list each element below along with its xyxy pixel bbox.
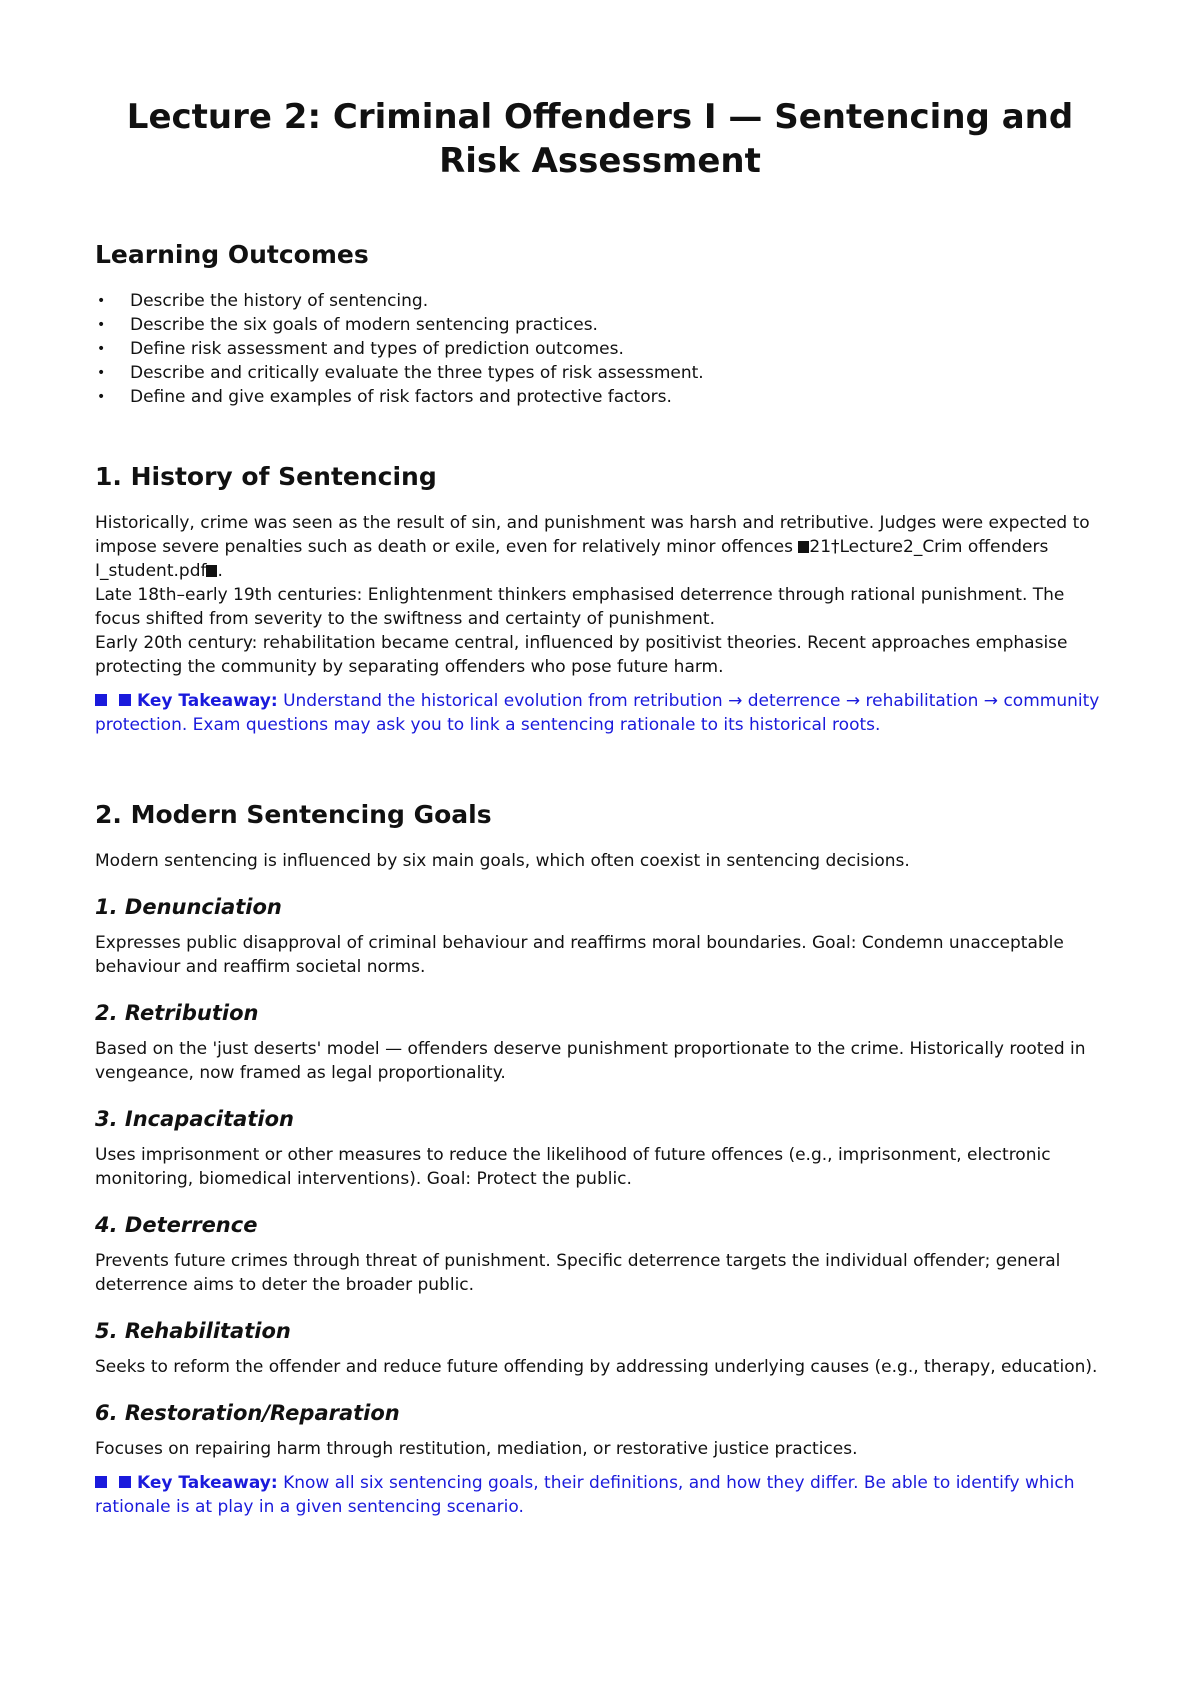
takeaway-text: Understand the historical evolution from retribution → deterrence → rehabilitation → community protection. Exam questions may ask you to link a sentencing rationale to its historical roots. (95, 691, 1100, 735)
goal-title: 1. Denunciation (95, 895, 282, 919)
goal-text: Focuses on repairing harm through restitution, mediation, or restorative justice practices. (95, 1439, 858, 1459)
goal-text: Expresses public disapproval of criminal behaviour and reaffirms moral boundaries. Goal: Condemn unacceptable behaviour and reaffirm societal norms. (95, 933, 1064, 977)
goal-text: Uses imprisonment or other measures to reduce the likelihood of future offences (e.g., imprisonment, electronic monitoring, biomedical interventions). Goal: Protect the public. (95, 1145, 1051, 1189)
goal-title: 3. Incapacitation (95, 1107, 294, 1131)
list-item: • Describe and critically evaluate the three types of risk assessment. (97, 363, 704, 383)
square-icon (119, 1476, 131, 1488)
square-icon (119, 694, 131, 706)
history-paragraph-2: Late 18th–early 19th centuries: Enlightenment thinkers emphasised deterrence through rational punishment. The focus shifted from severity to the swiftness and certainty of punishment. (95, 585, 1065, 629)
goal-text: Seeks to reform the offender and reduce future offending by addressing underlying causes (e.g., therapy, education). (95, 1357, 1098, 1377)
goal-item (95, 1317, 1105, 1379)
square-icon (95, 1476, 107, 1488)
takeaway-text: Know all six sentencing goals, their definitions, and how they differ. Be able to identify which rationale is at play in a given sentencing scenario. (95, 1473, 1075, 1517)
key-takeaway-goals (95, 1471, 1105, 1519)
bullet-icon: • (97, 341, 106, 357)
takeaway-label: Key Takeaway: (137, 691, 278, 711)
missing-glyph-icon (798, 541, 809, 553)
goal-item (95, 1105, 1105, 1191)
square-icon (95, 694, 107, 706)
goal-text: Prevents future crimes through threat of punishment. Specific deterrence targets the individual offender; general deterrence aims to deter the broader public. (95, 1251, 1061, 1295)
list-item: • Describe the history of sentencing. (97, 291, 429, 311)
bullet-icon: • (97, 389, 106, 405)
list-item: • Describe the six goals of modern sentencing practices. (97, 315, 598, 335)
goal-item (95, 1211, 1105, 1297)
learning-outcomes-heading: Learning Outcomes (95, 240, 369, 269)
goal-text: Based on the 'just deserts' model — offenders deserve punishment proportionate to the crime. Historically rooted in vengeance, now framed as legal proportionality. (95, 1039, 1086, 1083)
history-paragraph-1: Historically, crime was seen as the result of sin, and punishment was harsh and retributive. Judges were expected to impose severe penalties such as death or exile, even for relatively minor offences 21†Lecture2_Crim offenders I_student.pdf . (95, 513, 1090, 581)
takeaway-label: Key Takeaway: (137, 1473, 278, 1493)
learning-outcomes-section (95, 239, 1105, 409)
goal-title: 2. Retribution (95, 1001, 259, 1025)
document-title: Lecture 2: Criminal Offenders I — Sentencing and Risk Assessment (126, 97, 1074, 181)
goal-title: 4. Deterrence (95, 1213, 258, 1237)
key-takeaway-history (95, 689, 1105, 737)
goal-item (95, 1399, 1105, 1461)
learning-outcomes-list (95, 289, 1105, 409)
list-item: • Define risk assessment and types of prediction outcomes. (97, 339, 624, 359)
bullet-icon: • (97, 317, 106, 333)
bullet-icon: • (97, 365, 106, 381)
history-heading: 1. History of Sentencing (95, 462, 437, 491)
goal-item (95, 999, 1105, 1085)
goals-heading: 2. Modern Sentencing Goals (95, 800, 492, 829)
list-item: • Define and give examples of risk factors and protective factors. (97, 387, 672, 407)
goal-title: 6. Restoration/Reparation (95, 1401, 400, 1425)
goal-item (95, 893, 1105, 979)
bullet-icon: • (97, 293, 106, 309)
goals-section (95, 799, 1105, 1519)
goal-title: 5. Rehabilitation (95, 1319, 291, 1343)
citation-text: 21†Lecture2_Crim offenders I_student.pdf (95, 537, 1049, 581)
history-paragraph-3: Early 20th century: rehabilitation became central, influenced by positivist theories. Recent approaches emphasise protecting the community by separating offenders who pose future harm. (95, 633, 1068, 677)
goals-intro: Modern sentencing is influenced by six main goals, which often coexist in sentencing decisions. (95, 851, 910, 871)
history-section (95, 461, 1105, 737)
missing-glyph-icon (206, 565, 217, 577)
